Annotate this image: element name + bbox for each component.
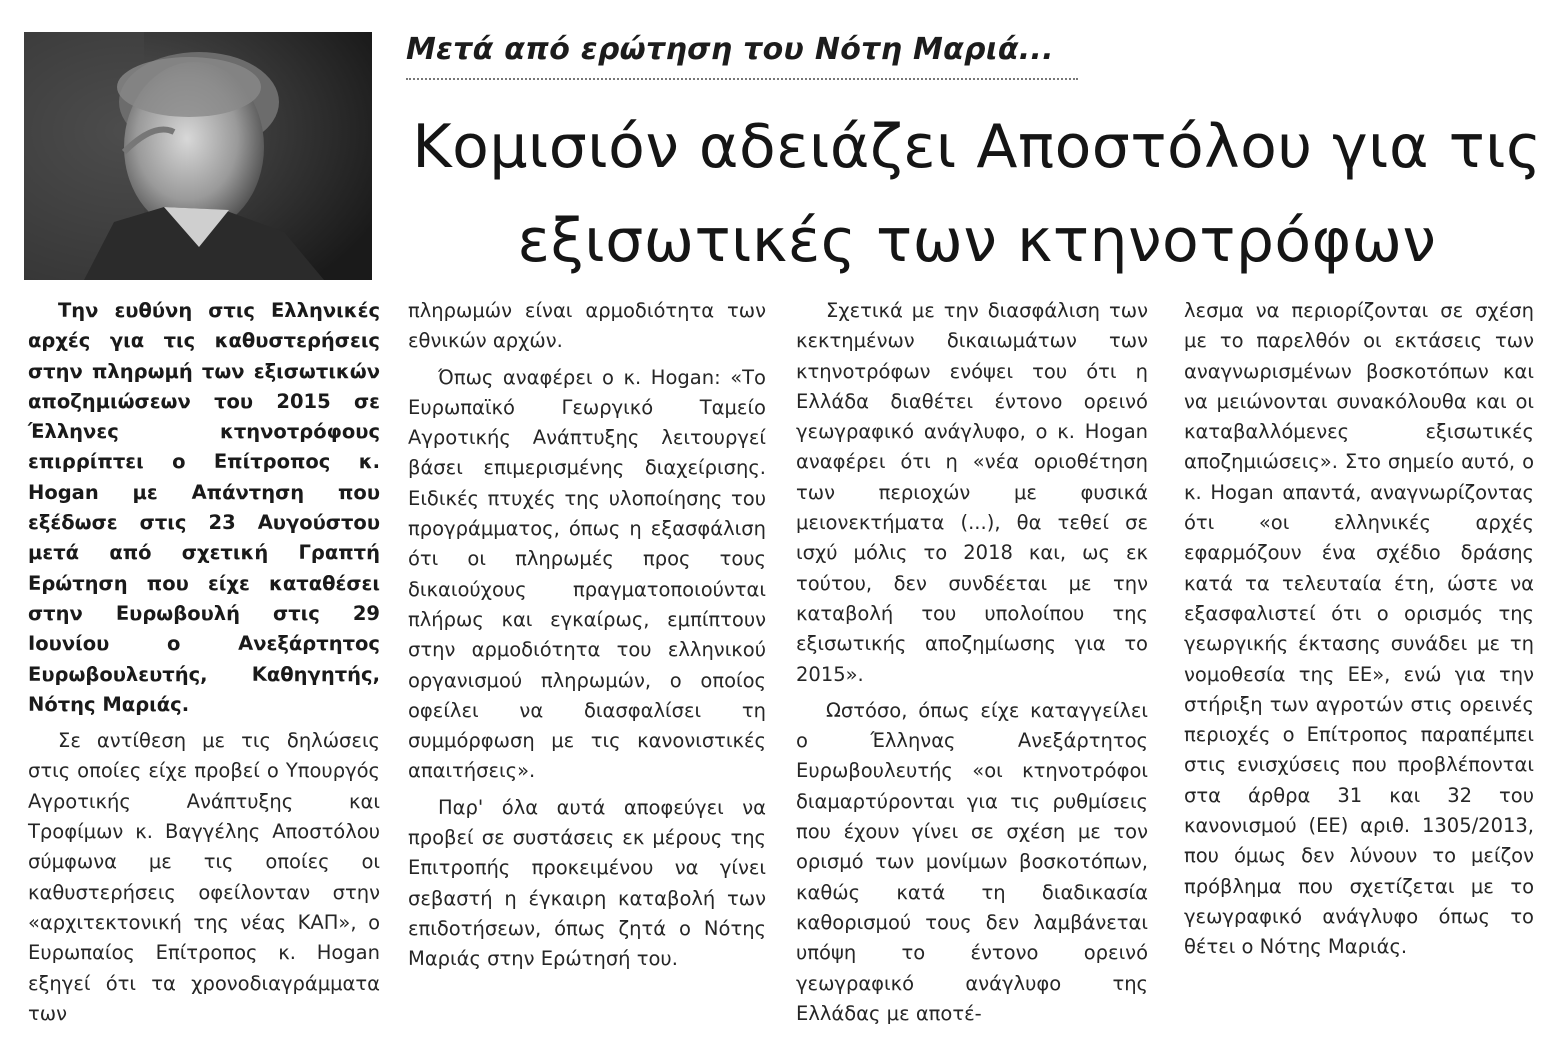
portrait-photo bbox=[24, 32, 372, 280]
article-column-3 bbox=[796, 296, 1148, 1029]
article-headline: Κομισιόν αδειάζει Αποστόλου για τις εξισωτικές των κτηνοτρόφων bbox=[412, 112, 1542, 276]
article-column-4 bbox=[1184, 296, 1534, 963]
kicker-divider bbox=[406, 78, 1078, 80]
body-paragraph: Ωστόσο, όπως είχε καταγγείλει ο Έλληνας Ανεξάρτητος Ευρωβουλευτής «οι κτηνοτρόφοι διαμαρτύρονται για τις ρυθμίσεις που έχουν γίνει σε σχέση με τον ορισμό των μονίμων βοσκοτόπων, καθώς κατά τη διαδικασία καθορισμού τους δεν λαμβάνεται υπόψη το έντονο ορεινό γεωγραφικό ανάγλυφο της Ελλάδας με αποτέ- bbox=[796, 698, 1148, 1025]
body-paragraph: Όπως αναφέρει ο κ. Hogan: «Το Ευρωπαϊκό Γεωργικό Ταμείο Αγροτικής Ανάπτυξης λειτουργεί βάσει επιμερισμένης διαχείρισης. Ειδικές πτυχές της υλοποίησης του προγράμματος, όπως η εξασφάλιση ότι οι πληρωμές προς τους δικαιούχους πραγματοποιούνται πλήρως και εγκαίρως, εμπίπτουν στην αρμοδιότητα του ελληνικού οργανισμού πληρωμών, ο οποίος οφείλει να διασφαλίσει τη συμμόρφωση με τις κανονιστικές απαιτήσεις». bbox=[408, 365, 766, 783]
lead-paragraph: Την ευθύνη στις Ελληνικές αρχές για τις καθυστερήσεις στην πληρωμή των εξισωτικών αποζημιώσεων του 2015 σε Έλληνες κτηνοτρόφους επιρρίπτει ο Επίτροπος κ. Hogan με Απάντηση που εξέδωσε στις 23 Αυγούστου μετά από σχετική Γραπτή Ερώτηση που είχε καταθέσει στην Ευρωβουλή στις 29 Ιουνίου ο Ανεξάρτητος Ευρωβουλευτής, Καθηγητής, Νότης Μαριάς. bbox=[28, 299, 380, 716]
portrait-image bbox=[24, 32, 372, 280]
article-column-1 bbox=[28, 296, 380, 1029]
body-paragraph: Παρ' όλα αυτά αποφεύγει να προβεί σε συστάσεις εκ μέρους της Επιτροπής προκειμένου να γίνει σεβαστή η έγκαιρη καταβολή των επιδοτήσεων, όπως ζητά ο Νότης Μαριάς στην Ερώτησή του. bbox=[408, 795, 766, 971]
article-kicker: Μετά από ερώτηση του Νότη Μαριά... bbox=[406, 32, 1054, 67]
body-paragraph: Σε αντίθεση με τις δηλώσεις στις οποίες είχε προβεί ο Υπουργός Αγροτικής Ανάπτυξης και Τροφίμων κ. Βαγγέλης Αποστόλου σύμφωνα με τις οποίες οι καθυστερήσεις οφείλονταν στην «αρχιτεκτονική της νέας ΚΑΠ», ο Ευρωπαίος Επίτροπος κ. Hogan εξηγεί ότι τα χρονοδιαγράμματα των bbox=[28, 729, 380, 1025]
body-paragraph: Σχετικά με την διασφάλιση των κεκτημένων δικαιωμάτων των κτηνοτρόφων ενόψει του ότι η Ελλάδα διαθέτει έντονο ορεινό γεωγραφικό ανάγλυφο, ο κ. Hogan αναφέρει ότι η «νέα οριοθέτηση των περιοχών με φυσικά μειονεκτήματα (...), θα τεθεί σε ισχύ μόλις το 2018 και, ως εκ τούτου, δεν συνδέεται με την καταβολή του υπολοίπου της εξισωτικής αποζημίωσης για το 2015». bbox=[796, 299, 1148, 686]
body-paragraph: πληρωμών είναι αρμοδιότητα των εθνικών αρχών. bbox=[408, 299, 766, 353]
article-column-2 bbox=[408, 296, 766, 975]
body-paragraph: λεσμα να περιορίζονται σε σχέση με το παρελθόν οι εκτάσεις των αναγνωρισμένων βοσκοτόπων και να μειώνονται συνακόλουθα και οι καταβαλλόμενες εξισωτικές αποζημιώσεις». Στο σημείο αυτό, ο κ. Hogan απαντά, αναγνωρίζοντας ότι «οι ελληνικές αρχές εφαρμόζουν ένα σχέδιο δράσης κατά τα τελευταία έτη, ώστε να εξασφαλιστεί ότι ο ορισμός της γεωργικής έκτασης συνάδει με τη νομοθεσία της ΕΕ», ενώ για την στήριξη των αγροτών στις ορεινές περιοχές ο Επίτροπος παραπέμπει στις ενισχύσεις που προβλέπονται στα άρθρα 31 και 32 του κανονισμού (ΕΕ) αριθ. 1305/2013, που όμως δεν λύνουν το μείζον πρόβλημα που σχετίζεται με το γεωγραφικό ανάγλυφο όπως το θέτει ο Νότης Μαριάς. bbox=[1184, 299, 1534, 959]
